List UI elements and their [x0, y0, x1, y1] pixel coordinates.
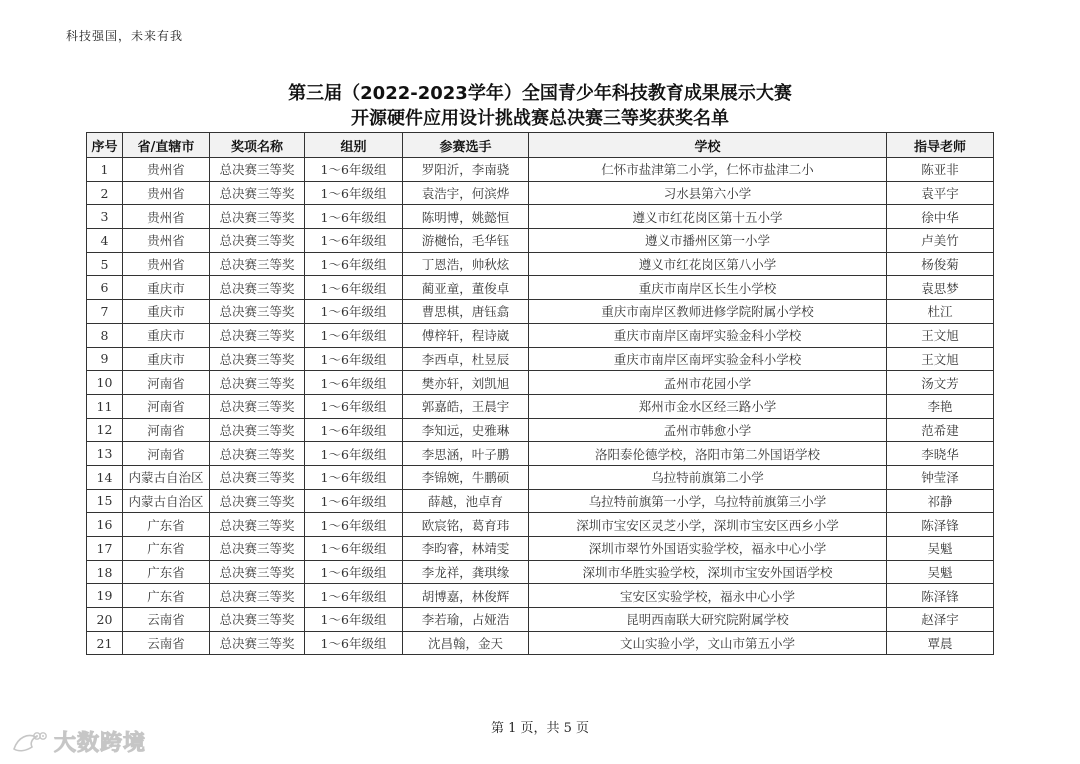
- cell-award: 总决赛三等奖: [210, 347, 305, 371]
- cell-province: 河南省: [123, 371, 210, 395]
- table-row: [87, 560, 994, 584]
- cell-index: 6: [87, 276, 123, 300]
- cell-index: 5: [87, 252, 123, 276]
- column-header-group: 组别: [305, 133, 403, 158]
- cell-contestants: 郭嘉皓，王晨宇: [403, 394, 529, 418]
- cell-index: 11: [87, 394, 123, 418]
- cell-group: 1～6年级组: [305, 229, 403, 253]
- cell-award: 总决赛三等奖: [210, 181, 305, 205]
- cell-contestants: 李思涵，叶子鹏: [403, 442, 529, 466]
- cell-award: 总决赛三等奖: [210, 158, 305, 182]
- cell-teacher: 徐中华: [887, 205, 994, 229]
- cell-teacher: 杜江: [887, 300, 994, 324]
- cell-school: 洛阳泰伦德学校，洛阳市第二外国语学校: [529, 442, 887, 466]
- table-row: [87, 584, 994, 608]
- cell-province: 内蒙古自治区: [123, 489, 210, 513]
- cell-group: 1～6年级组: [305, 158, 403, 182]
- document-subtitle: 开源硬件应用设计挑战赛总决赛三等奖获奖名单: [351, 108, 729, 129]
- cell-award: 总决赛三等奖: [210, 608, 305, 632]
- document-title: 第三届（2022-2023学年）全国青少年科技教育成果展示大赛: [288, 83, 792, 104]
- cell-teacher: 吴魁: [887, 537, 994, 561]
- cell-province: 重庆市: [123, 276, 210, 300]
- table-row: [87, 323, 994, 347]
- cell-index: 14: [87, 465, 123, 489]
- cell-teacher: 卢美竹: [887, 229, 994, 253]
- table-row: [87, 229, 994, 253]
- table-row: [87, 205, 994, 229]
- cell-teacher: 吴魁: [887, 560, 994, 584]
- table-row: [87, 442, 994, 466]
- cell-index: 15: [87, 489, 123, 513]
- cell-award: 总决赛三等奖: [210, 300, 305, 324]
- column-header-school: 学校: [529, 133, 887, 158]
- cell-teacher: 汤文芳: [887, 371, 994, 395]
- table-row: [87, 465, 994, 489]
- cell-index: 16: [87, 513, 123, 537]
- cell-contestants: 罗阳沂，李南骁: [403, 158, 529, 182]
- cell-group: 1～6年级组: [305, 181, 403, 205]
- page-number: 第 1 页，共 5 页: [490, 721, 590, 736]
- cell-award: 总决赛三等奖: [210, 323, 305, 347]
- cell-index: 13: [87, 442, 123, 466]
- cell-contestants: 李龙祥，龚琪缘: [403, 560, 529, 584]
- cell-group: 1～6年级组: [305, 442, 403, 466]
- cell-group: 1～6年级组: [305, 465, 403, 489]
- cell-index: 7: [87, 300, 123, 324]
- cell-school: 仁怀市盐津第二小学，仁怀市盐津二小: [529, 158, 887, 182]
- cell-award: 总决赛三等奖: [210, 229, 305, 253]
- cell-province: 广东省: [123, 584, 210, 608]
- cell-province: 广东省: [123, 513, 210, 537]
- column-header-province: 省/直辖市: [123, 133, 210, 158]
- cell-award: 总决赛三等奖: [210, 584, 305, 608]
- cell-index: 18: [87, 560, 123, 584]
- cell-award: 总决赛三等奖: [210, 442, 305, 466]
- cell-award: 总决赛三等奖: [210, 394, 305, 418]
- table-row: [87, 513, 994, 537]
- cell-contestants: 游樾怡，毛华钰: [403, 229, 529, 253]
- cell-index: 20: [87, 608, 123, 632]
- cell-group: 1～6年级组: [305, 276, 403, 300]
- award-table: [86, 132, 994, 655]
- bird-logo-icon: [10, 727, 50, 757]
- table-row: [87, 537, 994, 561]
- cell-province: 广东省: [123, 560, 210, 584]
- cell-group: 1～6年级组: [305, 418, 403, 442]
- column-header-index: 序号: [87, 133, 123, 158]
- cell-school: 深圳市宝安区灵芝小学，深圳市宝安区西乡小学: [529, 513, 887, 537]
- cell-school: 孟州市花园小学: [529, 371, 887, 395]
- cell-province: 重庆市: [123, 323, 210, 347]
- cell-school: 重庆市南岸区南坪实验金科小学校: [529, 347, 887, 371]
- cell-province: 贵州省: [123, 205, 210, 229]
- cell-contestants: 丁恩浩，帅秋炫: [403, 252, 529, 276]
- cell-school: 深圳市华胜实验学校，深圳市宝安外国语学校: [529, 560, 887, 584]
- table-row: [87, 418, 994, 442]
- cell-index: 1: [87, 158, 123, 182]
- cell-teacher: 陈泽锋: [887, 513, 994, 537]
- table-header-row: [87, 133, 994, 158]
- table-row: [87, 394, 994, 418]
- cell-teacher: 李晓华: [887, 442, 994, 466]
- table-row: [87, 276, 994, 300]
- cell-index: 19: [87, 584, 123, 608]
- cell-group: 1～6年级组: [305, 489, 403, 513]
- cell-award: 总决赛三等奖: [210, 418, 305, 442]
- column-header-contestants: 参赛选手: [403, 133, 529, 158]
- cell-school: 遵义市播州区第一小学: [529, 229, 887, 253]
- cell-group: 1～6年级组: [305, 631, 403, 655]
- table-body: [87, 158, 994, 655]
- cell-school: 重庆市南岸区教师进修学院附属小学校: [529, 300, 887, 324]
- cell-award: 总决赛三等奖: [210, 489, 305, 513]
- cell-award: 总决赛三等奖: [210, 205, 305, 229]
- cell-award: 总决赛三等奖: [210, 465, 305, 489]
- cell-teacher: 王文旭: [887, 347, 994, 371]
- cell-group: 1～6年级组: [305, 252, 403, 276]
- table-row: [87, 252, 994, 276]
- cell-index: 21: [87, 631, 123, 655]
- cell-province: 贵州省: [123, 181, 210, 205]
- cell-award: 总决赛三等奖: [210, 513, 305, 537]
- cell-school: 乌拉特前旗第二小学: [529, 465, 887, 489]
- cell-contestants: 胡博嘉，林俊辉: [403, 584, 529, 608]
- cell-teacher: 覃晨: [887, 631, 994, 655]
- cell-school: 宝安区实验学校，福永中心小学: [529, 584, 887, 608]
- cell-award: 总决赛三等奖: [210, 252, 305, 276]
- header-slogan: 科技强国，未来有我: [66, 29, 184, 43]
- cell-contestants: 李知远，史雅琳: [403, 418, 529, 442]
- table-row: [87, 371, 994, 395]
- table-row: [87, 158, 994, 182]
- cell-index: 10: [87, 371, 123, 395]
- table-row: [87, 300, 994, 324]
- cell-award: 总决赛三等奖: [210, 276, 305, 300]
- cell-contestants: 曹思棋，唐钰翕: [403, 300, 529, 324]
- cell-contestants: 李若瑜，占娅浩: [403, 608, 529, 632]
- cell-index: 9: [87, 347, 123, 371]
- watermark-text: 大数跨境: [54, 731, 147, 756]
- cell-teacher: 王文旭: [887, 323, 994, 347]
- cell-contestants: 樊亦轩，刘凯旭: [403, 371, 529, 395]
- table-row: [87, 631, 994, 655]
- cell-index: 8: [87, 323, 123, 347]
- cell-province: 重庆市: [123, 300, 210, 324]
- cell-award: 总决赛三等奖: [210, 631, 305, 655]
- watermark: [10, 726, 146, 757]
- cell-contestants: 蔺亚童，董俊卓: [403, 276, 529, 300]
- cell-province: 贵州省: [123, 229, 210, 253]
- cell-province: 贵州省: [123, 158, 210, 182]
- cell-group: 1～6年级组: [305, 584, 403, 608]
- cell-group: 1～6年级组: [305, 394, 403, 418]
- cell-school: 孟州市韩愈小学: [529, 418, 887, 442]
- cell-school: 昆明西南联大研究院附属学校: [529, 608, 887, 632]
- table-row: [87, 347, 994, 371]
- cell-award: 总决赛三等奖: [210, 371, 305, 395]
- cell-teacher: 陈泽锋: [887, 584, 994, 608]
- cell-province: 河南省: [123, 442, 210, 466]
- cell-award: 总决赛三等奖: [210, 560, 305, 584]
- cell-school: 重庆市南岸区南坪实验金科小学校: [529, 323, 887, 347]
- cell-index: 3: [87, 205, 123, 229]
- cell-contestants: 薛越，池卓育: [403, 489, 529, 513]
- cell-group: 1～6年级组: [305, 347, 403, 371]
- cell-contestants: 李西卓，杜昱辰: [403, 347, 529, 371]
- cell-school: 郑州市金水区经三路小学: [529, 394, 887, 418]
- cell-teacher: 赵泽宇: [887, 608, 994, 632]
- column-header-teacher: 指导老师: [887, 133, 994, 158]
- cell-province: 重庆市: [123, 347, 210, 371]
- cell-school: 重庆市南岸区长生小学校: [529, 276, 887, 300]
- cell-award: 总决赛三等奖: [210, 537, 305, 561]
- table-row: [87, 181, 994, 205]
- cell-teacher: 杨俊菊: [887, 252, 994, 276]
- cell-province: 贵州省: [123, 252, 210, 276]
- cell-teacher: 范希建: [887, 418, 994, 442]
- table-row: [87, 608, 994, 632]
- cell-group: 1～6年级组: [305, 371, 403, 395]
- table-row: [87, 489, 994, 513]
- cell-group: 1～6年级组: [305, 300, 403, 324]
- cell-teacher: 李艳: [887, 394, 994, 418]
- cell-teacher: 钟莹泽: [887, 465, 994, 489]
- cell-school: 遵义市红花岗区第十五小学: [529, 205, 887, 229]
- cell-teacher: 陈亚非: [887, 158, 994, 182]
- cell-contestants: 李昀睿，林靖雯: [403, 537, 529, 561]
- cell-index: 17: [87, 537, 123, 561]
- cell-school: 遵义市红花岗区第八小学: [529, 252, 887, 276]
- cell-teacher: 袁平宇: [887, 181, 994, 205]
- column-header-award: 奖项名称: [210, 133, 305, 158]
- cell-province: 广东省: [123, 537, 210, 561]
- cell-group: 1～6年级组: [305, 537, 403, 561]
- cell-province: 云南省: [123, 631, 210, 655]
- cell-contestants: 傅梓轩，程诗崴: [403, 323, 529, 347]
- cell-province: 河南省: [123, 418, 210, 442]
- cell-teacher: 祁静: [887, 489, 994, 513]
- cell-group: 1～6年级组: [305, 513, 403, 537]
- cell-contestants: 李锦婉，牛鹏硕: [403, 465, 529, 489]
- cell-group: 1～6年级组: [305, 560, 403, 584]
- cell-teacher: 袁思梦: [887, 276, 994, 300]
- cell-index: 2: [87, 181, 123, 205]
- cell-province: 云南省: [123, 608, 210, 632]
- cell-province: 河南省: [123, 394, 210, 418]
- cell-group: 1～6年级组: [305, 205, 403, 229]
- cell-contestants: 欧宸铭，葛育玮: [403, 513, 529, 537]
- cell-contestants: 袁浩宇，何滨烨: [403, 181, 529, 205]
- cell-school: 乌拉特前旗第一小学，乌拉特前旗第三小学: [529, 489, 887, 513]
- cell-contestants: 沈昌翰，金天: [403, 631, 529, 655]
- cell-group: 1～6年级组: [305, 608, 403, 632]
- cell-school: 文山实验小学，文山市第五小学: [529, 631, 887, 655]
- cell-group: 1～6年级组: [305, 323, 403, 347]
- cell-school: 深圳市翠竹外国语实验学校，福永中心小学: [529, 537, 887, 561]
- cell-school: 习水县第六小学: [529, 181, 887, 205]
- cell-province: 内蒙古自治区: [123, 465, 210, 489]
- cell-index: 12: [87, 418, 123, 442]
- cell-contestants: 陈明博，姚懿恒: [403, 205, 529, 229]
- cell-index: 4: [87, 229, 123, 253]
